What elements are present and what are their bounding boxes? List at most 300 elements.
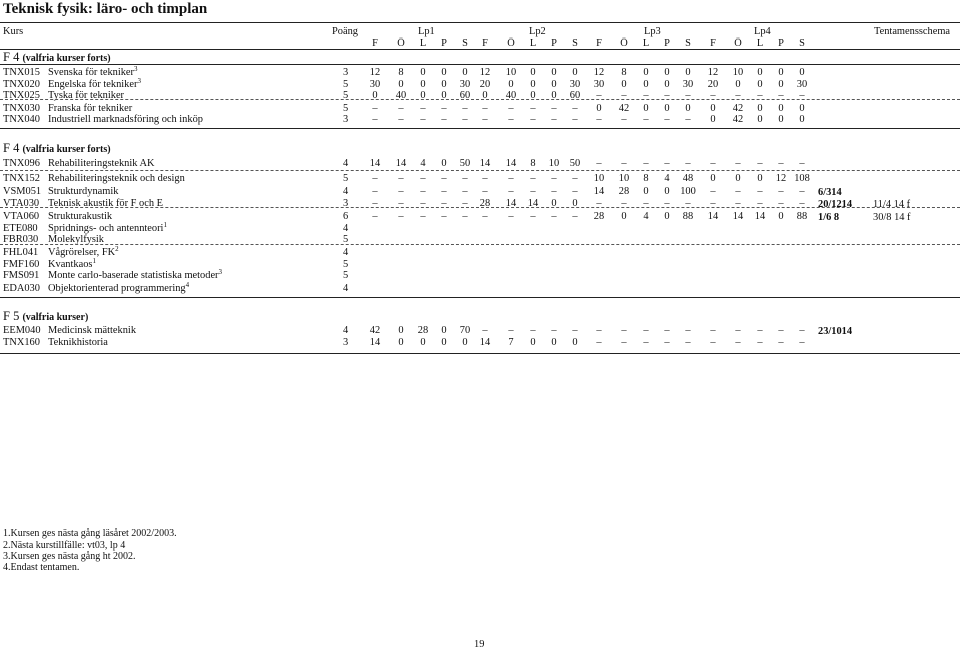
course-code: FBR030: [3, 234, 39, 245]
course-name-text: Svenska för tekniker: [48, 67, 134, 78]
hours-cell: –: [799, 90, 805, 101]
hours-cell: –: [643, 197, 649, 209]
hours-cell: 20: [479, 78, 491, 90]
hours-cell: –: [462, 211, 468, 222]
hours-cell: 50: [459, 158, 471, 169]
hours-cell: 0: [799, 67, 805, 78]
hours-cell: –: [778, 337, 784, 348]
subheader-f: F: [482, 38, 488, 49]
hours-cell: –: [372, 114, 378, 125]
hours-cell: 0: [551, 197, 557, 209]
hours-cell: 0: [441, 158, 447, 169]
hours-cell: 0: [398, 78, 404, 90]
section-heading: [3, 310, 88, 323]
hours-cell: 8: [643, 173, 649, 184]
hours-cell: –: [596, 90, 602, 101]
hours-cell: 0: [482, 90, 488, 101]
hours-cell: –: [551, 114, 557, 125]
hours-cell: –: [398, 173, 404, 184]
hours-cell: –: [462, 102, 468, 114]
hours-cell: 0: [462, 67, 468, 78]
hours-cell: –: [596, 337, 602, 348]
hours-cell: –: [551, 102, 557, 114]
hours-cell: 0: [372, 90, 378, 101]
course-points: 6: [343, 211, 349, 222]
course-code: VTA030: [3, 197, 40, 209]
subheader-s: S: [799, 38, 805, 49]
subheader-o: Ö: [734, 38, 742, 49]
hours-cell: –: [735, 185, 741, 197]
hours-cell: 0: [664, 102, 670, 114]
subheader-f: F: [372, 38, 378, 49]
exam-date: 1/6 8: [818, 212, 840, 223]
hours-cell: 0: [757, 173, 763, 184]
hours-cell: –: [735, 90, 741, 101]
section-heading: [3, 51, 111, 64]
course-name-text: Franska för tekniker: [48, 102, 133, 114]
course-points: 5: [343, 173, 349, 184]
page-number: 19: [474, 639, 485, 650]
hours-cell: 0: [621, 78, 627, 90]
hours-cell: 60: [459, 90, 471, 101]
hours-cell: 4: [664, 173, 670, 184]
course-name: [48, 268, 223, 281]
hours-cell: 0: [757, 78, 763, 90]
hours-cell: –: [372, 211, 378, 222]
hours-cell: 10: [618, 173, 630, 184]
hours-cell: 42: [369, 325, 381, 336]
hours-cell: 0: [551, 90, 557, 101]
hours-cell: –: [778, 158, 784, 169]
course-name-text: Strukturakustik: [48, 211, 113, 222]
hours-cell: –: [643, 114, 649, 125]
course-points: 3: [343, 337, 349, 348]
hours-cell: 30: [569, 78, 581, 90]
hours-cell: 0: [551, 337, 557, 348]
hours-cell: 30: [369, 78, 381, 90]
hours-cell: 0: [799, 102, 805, 114]
footnote-ref: 1: [92, 256, 96, 265]
course-name-text: Teknisk akustik för F och E: [48, 197, 163, 209]
hours-cell: –: [621, 158, 627, 169]
hours-cell: –: [757, 337, 763, 348]
hours-cell: –: [735, 158, 741, 169]
hours-cell: –: [530, 211, 536, 222]
hours-cell: 0: [572, 67, 578, 78]
header-lp2: Lp2: [529, 26, 546, 37]
course-points: 4: [343, 222, 349, 234]
hours-cell: –: [398, 211, 404, 222]
hours-cell: –: [372, 185, 378, 197]
title-rule: [0, 22, 960, 23]
hours-cell: 8: [398, 67, 404, 78]
hours-cell: 4: [643, 211, 649, 222]
hours-cell: –: [664, 114, 670, 125]
hours-cell: 0: [664, 211, 670, 222]
hours-cell: 0: [551, 78, 557, 90]
hours-cell: 30: [593, 78, 605, 90]
hours-cell: 12: [369, 67, 381, 78]
section-heading-sub: (valfria kurser forts): [22, 53, 111, 64]
hours-cell: –: [643, 337, 649, 348]
hours-cell: –: [441, 185, 447, 197]
hours-cell: 0: [508, 78, 514, 90]
hours-cell: –: [508, 185, 514, 197]
hours-cell: –: [551, 185, 557, 197]
course-name-text: Spridnings- och antennteori: [48, 222, 164, 234]
hours-cell: 0: [710, 173, 716, 184]
course-code: TNX020: [3, 78, 40, 90]
hours-cell: 30: [682, 78, 694, 90]
footnote-ref: 1: [163, 220, 167, 229]
hours-cell: 88: [682, 211, 694, 222]
hours-cell: –: [710, 197, 716, 209]
hours-cell: 0: [735, 173, 741, 184]
hours-cell: 0: [530, 67, 536, 78]
hours-cell: 0: [643, 102, 649, 114]
hours-cell: 0: [643, 78, 649, 90]
hours-cell: 0: [420, 90, 426, 101]
subheader-l: L: [529, 38, 537, 49]
hours-cell: –: [398, 185, 404, 197]
hours-cell: –: [621, 337, 627, 348]
course-points: 4: [343, 282, 349, 294]
hours-cell: 0: [757, 67, 763, 78]
page-title: Teknisk fysik: läro- och timplan: [3, 1, 208, 17]
hours-cell: –: [572, 185, 578, 197]
hours-cell: 40: [505, 90, 517, 101]
header-exam: Tentamensschema: [874, 26, 951, 37]
hours-cell: 0: [441, 78, 447, 90]
hours-cell: 8: [621, 67, 627, 78]
course-code: EEM040: [3, 325, 41, 336]
header-lp3: Lp3: [644, 26, 661, 37]
course-name-text: Rehabiliteringsteknik AK: [48, 158, 155, 169]
hours-cell: 70: [459, 325, 471, 336]
course-name-text: Kvantkaos: [48, 258, 93, 270]
course-points: 3: [343, 114, 349, 125]
footnote-ref: 3: [218, 268, 223, 276]
hours-cell: –: [621, 114, 627, 125]
course-name: [48, 212, 112, 222]
footnote: 3.Kursen ges nästa gång ht 2002.: [3, 551, 136, 562]
hours-cell: 14: [707, 211, 719, 222]
hours-cell: –: [572, 173, 578, 184]
row-divider: [0, 99, 960, 100]
hours-cell: 0: [664, 67, 670, 78]
hours-cell: –: [735, 337, 741, 348]
hours-cell: 42: [732, 114, 744, 125]
hours-cell: –: [482, 102, 488, 114]
course-points: 5: [343, 270, 349, 281]
course-name-text: Vågrörelser, FK: [48, 247, 116, 258]
course-name: [48, 159, 155, 169]
course-code: TNX040: [3, 114, 40, 125]
hours-cell: –: [530, 173, 536, 184]
hours-cell: –: [596, 158, 602, 169]
subheader-f: F: [710, 38, 716, 49]
hours-cell: 14: [754, 211, 766, 222]
hours-cell: –: [685, 114, 691, 125]
hours-cell: –: [530, 325, 536, 336]
hours-cell: –: [799, 158, 805, 169]
exam-date-2: 11/4 14 f: [873, 198, 911, 210]
hours-cell: –: [508, 211, 514, 222]
hours-cell: –: [420, 114, 426, 125]
row-divider: [0, 170, 960, 171]
hours-cell: 50: [569, 158, 581, 169]
course-points: 5: [343, 78, 349, 90]
hours-cell: 0: [778, 211, 784, 222]
hours-cell: –: [621, 197, 627, 209]
hours-cell: –: [551, 325, 557, 336]
hours-cell: –: [420, 173, 426, 184]
hours-cell: 0: [530, 337, 536, 348]
hours-cell: 28: [479, 197, 491, 209]
hours-cell: 0: [664, 185, 670, 197]
hours-cell: 0: [710, 114, 716, 125]
course-code: VTA060: [3, 211, 40, 222]
subheader-s: S: [462, 38, 468, 49]
exam-date: 20/1214: [818, 198, 853, 210]
exam-date: 23/1014: [818, 326, 853, 337]
hours-cell: 0: [530, 78, 536, 90]
hours-cell: 0: [735, 78, 741, 90]
footnote-ref: 3: [137, 76, 141, 85]
header-lp4: Lp4: [754, 26, 771, 37]
footnote-ref: 4: [185, 280, 190, 289]
hours-cell: 0: [757, 114, 763, 125]
course-code: VSM051: [3, 185, 42, 197]
hours-cell: 60: [569, 90, 581, 101]
course-name-text: Engelska för tekniker: [48, 78, 138, 90]
footnote: 1.Kursen ges nästa gång läsåret 2002/2003.: [3, 528, 177, 539]
section-rule: [0, 297, 960, 298]
hours-cell: 0: [664, 78, 670, 90]
course-name: [48, 174, 185, 184]
hours-cell: –: [799, 325, 805, 336]
hours-cell: 14: [479, 337, 491, 348]
hours-cell: –: [372, 197, 378, 209]
hours-cell: –: [685, 325, 691, 336]
hours-cell: –: [757, 325, 763, 336]
hours-cell: –: [420, 197, 426, 209]
hours-cell: 0: [710, 102, 716, 114]
hours-cell: –: [685, 90, 691, 101]
hours-cell: –: [643, 325, 649, 336]
hours-cell: 7: [508, 337, 514, 348]
hours-cell: 0: [757, 102, 763, 114]
hours-cell: 0: [778, 114, 784, 125]
course-code: TNX025: [3, 90, 40, 101]
hours-cell: –: [757, 158, 763, 169]
subheader-p: P: [441, 38, 447, 49]
subheader-p: P: [778, 38, 784, 49]
hours-cell: –: [735, 197, 741, 209]
course-code: FMS091: [3, 270, 40, 281]
course-name: [48, 326, 136, 336]
hours-cell: –: [508, 325, 514, 336]
hours-cell: –: [621, 325, 627, 336]
course-name: [48, 65, 138, 78]
hours-cell: –: [398, 102, 404, 114]
header-kurs: Kurs: [3, 26, 24, 37]
hours-cell: –: [482, 211, 488, 222]
hours-cell: –: [530, 114, 536, 125]
course-name: [48, 220, 167, 234]
course-code: TNX096: [3, 158, 40, 169]
hours-cell: –: [420, 185, 426, 197]
hours-cell: 0: [572, 337, 578, 348]
hours-cell: 0: [778, 67, 784, 78]
hours-cell: –: [420, 211, 426, 222]
hours-cell: –: [757, 197, 763, 209]
hours-cell: 0: [441, 325, 447, 336]
subheader-s: S: [572, 38, 578, 49]
hours-cell: 0: [441, 67, 447, 78]
hours-cell: 0: [572, 197, 578, 209]
hours-cell: –: [757, 185, 763, 197]
subheader-l: L: [756, 38, 764, 49]
hours-cell: –: [482, 185, 488, 197]
course-points: 4: [343, 185, 349, 197]
course-name: [48, 245, 119, 258]
course-name-text: Teknikhistoria: [48, 337, 108, 348]
course-points: 4: [343, 325, 349, 336]
exam-date: 6/314: [818, 186, 842, 198]
hours-cell: 0: [596, 102, 602, 114]
hours-cell: 14: [505, 197, 517, 209]
hours-cell: –: [664, 325, 670, 336]
hours-cell: 0: [643, 185, 649, 197]
hours-cell: 0: [685, 67, 691, 78]
subheader-l: L: [419, 38, 427, 49]
footnote: 2.Nästa kurstillfälle: vt03, lp 4: [3, 540, 126, 551]
hours-cell: –: [572, 114, 578, 125]
hours-cell: –: [778, 185, 784, 197]
course-points: 5: [343, 258, 349, 270]
hours-cell: –: [710, 325, 716, 336]
row-divider: [0, 244, 960, 245]
subheader-o: Ö: [620, 38, 628, 49]
header-poang: Poäng: [332, 26, 358, 37]
course-name-text: Tyska för tekniker: [48, 90, 125, 101]
course-name-text: Objektorienterad programmering: [48, 282, 186, 294]
course-name: [48, 338, 108, 348]
hours-cell: –: [799, 185, 805, 197]
hours-cell: 100: [680, 185, 696, 197]
hours-cell: 0: [530, 90, 536, 101]
hours-cell: 48: [682, 173, 694, 184]
hours-cell: –: [710, 90, 716, 101]
hours-cell: 10: [548, 158, 560, 169]
course-code: ETE080: [3, 222, 38, 234]
hours-cell: 12: [593, 67, 605, 78]
course-code: TNX152: [3, 173, 40, 184]
course-name-text: Molekylfysik: [48, 234, 104, 245]
hours-cell: –: [441, 211, 447, 222]
hours-cell: –: [441, 197, 447, 209]
section-rule: [0, 353, 960, 354]
hours-cell: –: [621, 90, 627, 101]
row-divider: [0, 207, 960, 208]
hours-cell: 88: [796, 211, 808, 222]
hours-cell: 40: [395, 90, 407, 101]
hours-cell: –: [441, 114, 447, 125]
hours-cell: 0: [778, 102, 784, 114]
hours-cell: –: [664, 197, 670, 209]
hours-cell: 14: [479, 158, 491, 169]
hours-cell: –: [757, 90, 763, 101]
hours-cell: 108: [794, 173, 810, 184]
hours-cell: –: [685, 337, 691, 348]
hours-cell: 28: [593, 211, 605, 222]
section-heading-label: F 5: [3, 309, 20, 323]
hours-cell: –: [572, 211, 578, 222]
hours-cell: –: [710, 337, 716, 348]
subheader-p: P: [664, 38, 670, 49]
section-heading-sub: (valfria kurser forts): [22, 144, 111, 155]
hours-cell: 14: [593, 185, 605, 197]
hours-cell: 0: [398, 337, 404, 348]
hours-cell: –: [398, 197, 404, 209]
hours-cell: 0: [420, 67, 426, 78]
hours-cell: 0: [398, 325, 404, 336]
hours-cell: 28: [618, 185, 630, 197]
hours-cell: –: [462, 185, 468, 197]
hours-cell: –: [685, 197, 691, 209]
hours-cell: –: [643, 90, 649, 101]
course-points: 3: [343, 197, 349, 209]
hours-cell: 42: [732, 102, 744, 114]
hours-cell: –: [482, 114, 488, 125]
hours-cell: 14: [369, 158, 381, 169]
exam-date-2: 30/8 14 f: [873, 212, 911, 223]
hours-cell: –: [664, 158, 670, 169]
hours-cell: –: [372, 173, 378, 184]
subheader-p: P: [551, 38, 557, 49]
course-points: 4: [343, 158, 349, 169]
hours-cell: 0: [778, 78, 784, 90]
hours-cell: –: [462, 173, 468, 184]
hours-cell: –: [735, 325, 741, 336]
course-name-text: Monte carlo-baserade statistiska metoder: [48, 270, 219, 281]
hours-cell: 14: [369, 337, 381, 348]
hours-cell: 0: [441, 90, 447, 101]
hours-cell: –: [462, 114, 468, 125]
hours-cell: 0: [441, 337, 447, 348]
course-name-text: Rehabiliteringsteknik och design: [48, 173, 185, 184]
hours-cell: 0: [462, 337, 468, 348]
hours-cell: –: [778, 325, 784, 336]
hours-cell: –: [710, 158, 716, 169]
hours-cell: –: [530, 102, 536, 114]
footnote-ref: 3: [134, 65, 138, 73]
hours-cell: 28: [417, 325, 429, 336]
hours-cell: 0: [420, 337, 426, 348]
hours-cell: –: [643, 158, 649, 169]
hours-cell: 10: [593, 173, 605, 184]
hours-cell: 4: [420, 158, 426, 169]
hours-cell: –: [778, 197, 784, 209]
hours-cell: 20: [707, 78, 719, 90]
course-name: [48, 187, 118, 197]
course-code: TNX015: [3, 67, 40, 78]
course-code: FHL041: [3, 247, 39, 258]
course-name-text: Strukturdynamik: [48, 185, 119, 197]
subheader-l: L: [642, 38, 650, 49]
course-points: 5: [343, 90, 349, 101]
